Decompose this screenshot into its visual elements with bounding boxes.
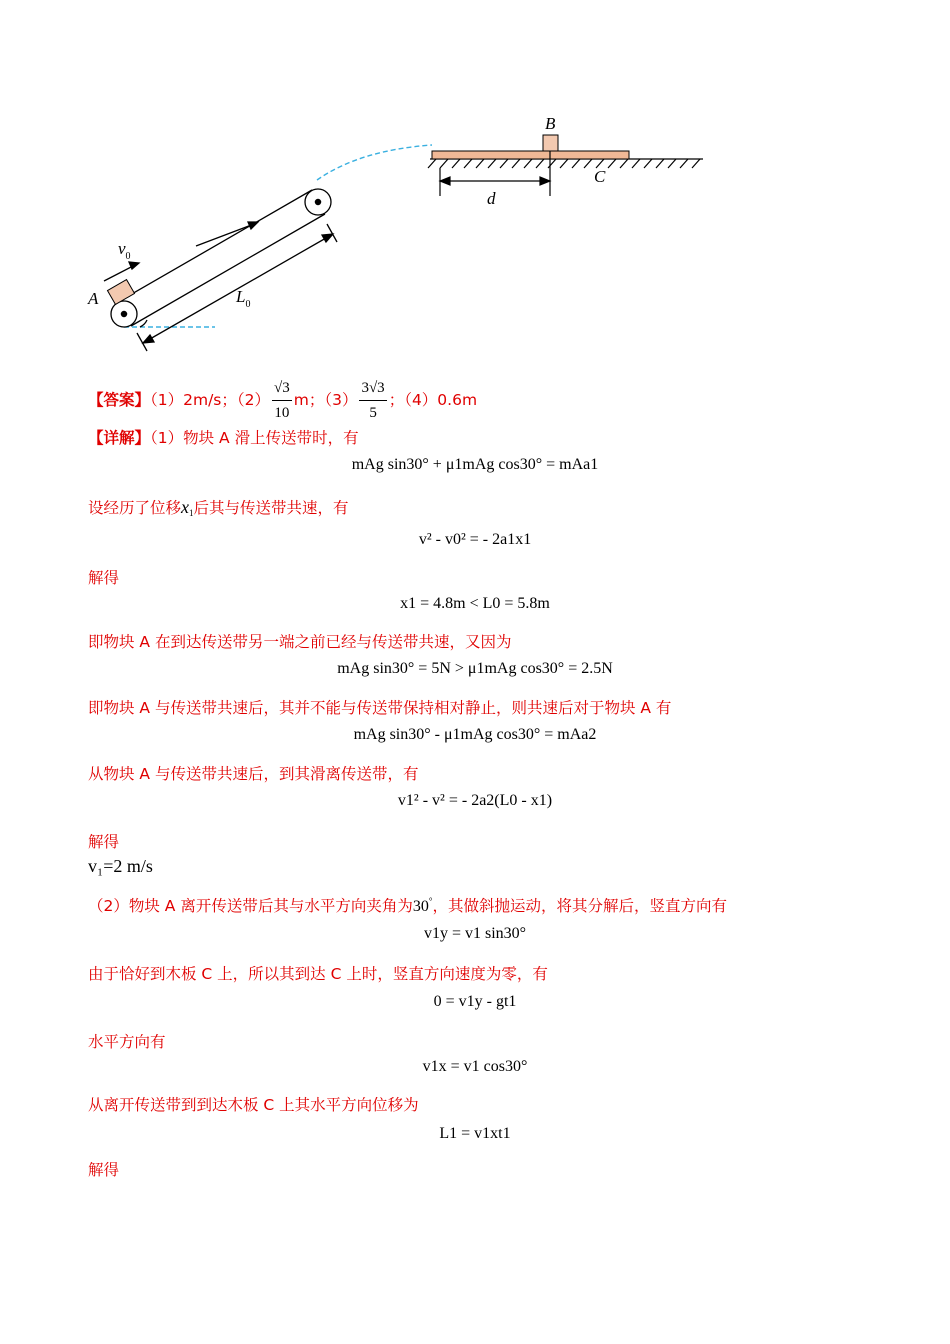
explain-line-2 (88, 496, 349, 518)
explain-line-12: 从离开传送带到到达木板 C 上其水平方向位移为 (88, 1096, 419, 1114)
formula-3: x1 = 4.8m < L0 = 5.8m (400, 595, 550, 612)
explain-line-13: 解得 (88, 1161, 120, 1179)
formula-1: mAg sin30° + μ1mAg cos30° = mAa1 (351, 456, 599, 473)
fraction-3-num: 3√3 (359, 376, 386, 401)
angle-30: 30° (412, 896, 433, 915)
answer-tag: 【答案】 (88, 391, 151, 409)
explain-line-9 (88, 894, 727, 916)
trajectory-dash (317, 145, 432, 180)
block-a (107, 280, 134, 305)
explain-text-2a: 设经历了位移 (88, 499, 182, 517)
answer-part3: ；（4）0.6m (388, 391, 478, 409)
explain-text-9b: ，其做斜抛运动，将其分解后，竖直方向有 (432, 897, 727, 915)
label-b: B (545, 114, 556, 133)
label-l0: $L_0$ (236, 287, 251, 310)
label-d: d (487, 189, 496, 208)
explain-text-9a: （2）物块 A 离开传送带后其与水平方向夹角为 (88, 897, 413, 915)
formula-8: 0 = v1y - gt1 (433, 993, 517, 1010)
fraction-2-den: 10 (274, 405, 290, 421)
explain-text-1: （1）物块 A 滑上传送带时，有 (150, 429, 359, 447)
explain-line-6: 从物块 A 与传送带共速后，到其滑离传送带，有 (88, 765, 419, 783)
explain-line-4: 即物块 A 在到达传送带另一端之前已经与传送带共速，又因为 (88, 633, 512, 651)
answer-fraction-3 (359, 376, 386, 425)
formula-9: v1x = v1 cos30° (422, 1058, 528, 1075)
explain-line-10: 由于恰好到木板 C 上，所以其到达 C 上时，竖直方向速度为零，有 (88, 965, 548, 983)
explain-line-7: 解得 (88, 833, 120, 851)
fraction-3-den: 5 (369, 405, 377, 421)
explain-line-3: 解得 (88, 569, 120, 587)
explain-text-2b: 后其与传送带共速，有 (193, 499, 349, 517)
explain-line-5: 即物块 A 与传送带共速后，其并不能与传送带保持相对静止，则共速后对于物块 A 有 (88, 699, 672, 717)
explain-line-1 (88, 426, 359, 448)
physics-diagram (0, 0, 950, 360)
answer-line (88, 376, 477, 425)
conveyor-belt (111, 189, 331, 327)
formula-5: mAg sin30° - μ1mAg cos30° = mAa2 (353, 726, 597, 743)
label-c: C (594, 167, 606, 186)
x1-symbol: $x_1$ (181, 497, 194, 518)
board-c (432, 151, 629, 159)
answer-fraction-2 (272, 376, 292, 425)
explain-tag: 【详解】 (88, 429, 151, 447)
formula-7: v1y = v1 sin30° (423, 925, 527, 942)
formula-4: mAg sin30° = 5N > μ1mAg cos30° = 2.5N (337, 660, 613, 677)
answer-part2: m；（3） (293, 391, 358, 409)
formula-10: L1 = v1xt1 (439, 1125, 511, 1142)
formula-2: v² - v0² = - 2a1x1 (418, 531, 532, 548)
label-a: A (88, 289, 99, 308)
explain-line-11: 水平方向有 (88, 1033, 166, 1051)
ground (428, 159, 703, 168)
explain-line-8: v₁=2 m/s (88, 856, 153, 876)
label-v0: $v_0$ (118, 239, 131, 262)
answer-part1: （1）2m/s；（2） (150, 391, 270, 409)
block-b (543, 135, 558, 151)
fraction-2-num: √3 (272, 376, 292, 401)
belt-direction-arrow (196, 222, 258, 246)
formula-6: v1² - v² = - 2a2(L0 - x1) (397, 792, 553, 809)
v0-arrow (104, 262, 139, 281)
